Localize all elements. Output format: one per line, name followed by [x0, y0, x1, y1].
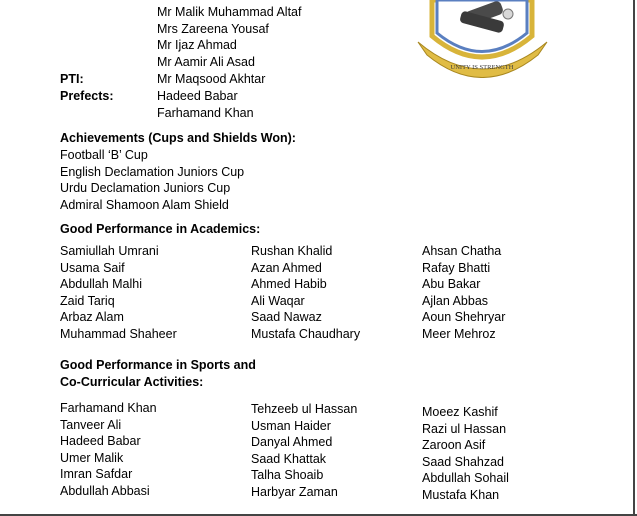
pti-label: PTI:: [60, 72, 84, 86]
student-name: Saad Khattak: [251, 451, 327, 466]
student-name: Abdullah Abbasi: [60, 483, 150, 498]
student-name: Rafay Bhatti: [422, 260, 491, 275]
student-name: Abdullah Malhi: [60, 277, 142, 291]
achievement-item: English Declamation Juniors Cup: [60, 164, 245, 179]
student-name: Razi ul Hassan: [422, 421, 507, 436]
academics-title: Good Performance in Academics:: [60, 222, 261, 236]
student-name: Imran Safdar: [60, 467, 133, 481]
student-name: Tanveer Ali: [60, 417, 122, 432]
student-name: Zaroon Asif: [422, 438, 486, 452]
sports-column-3: [422, 404, 509, 503]
academics-column-1: [60, 243, 177, 342]
student-name: Rushan Khalid: [251, 244, 333, 258]
student-name: Muhammad Shaheer: [60, 326, 177, 341]
student-name: Usama Saif: [60, 260, 125, 275]
achievements-list: [60, 147, 244, 213]
staff-name: Mr Malik Muhammad Altaf: [157, 5, 302, 19]
prefects-label: Prefects:: [60, 89, 114, 103]
student-name: Ajlan Abbas: [422, 293, 489, 308]
achievement-item: Admiral Shamoon Alam Shield: [60, 197, 229, 212]
student-name: Harbyar Zaman: [251, 484, 338, 499]
academics-column-2: [251, 243, 360, 342]
student-name: Umer Malik: [60, 450, 124, 465]
house-crest-emblem: [410, 0, 555, 78]
student-name: Saad Shahzad: [422, 454, 505, 469]
staff-name: Mr Aamir Ali Asad: [157, 54, 255, 69]
sports-column-1: [60, 400, 157, 499]
student-name: Arbaz Alam: [60, 310, 124, 324]
student-name: Ali Waqar: [251, 293, 305, 308]
page-frame-right: [633, 0, 635, 516]
student-name: Aoun Shehryar: [422, 310, 506, 324]
student-name: Saad Nawaz: [251, 310, 322, 324]
student-name: Samiullah Umrani: [60, 244, 159, 258]
achievements-title: Achievements (Cups and Shields Won):: [60, 131, 296, 145]
prefects-list: [157, 88, 254, 121]
student-name: Farhamand Khan: [60, 401, 157, 415]
crest-motto: UNITY IS STRENGTH: [450, 64, 514, 71]
pti-name: Mr Maqsood Akhtar: [157, 72, 266, 86]
student-name: Azan Ahmed: [251, 260, 322, 275]
sports-title-line-1: Good Performance in Sports and: [60, 358, 256, 372]
student-name: Danyal Ahmed: [251, 435, 333, 449]
staff-names-list: [157, 4, 301, 70]
student-name: Abu Bakar: [422, 277, 481, 291]
student-name: Usman Haider: [251, 418, 331, 433]
student-name: Ahsan Chatha: [422, 244, 502, 258]
prefect-name: Hadeed Babar: [157, 89, 238, 103]
student-name: Zaid Tariq: [60, 293, 115, 308]
achievement-item: Urdu Declamation Juniors Cup: [60, 181, 231, 195]
achievement-item: Football ‘B’ Cup: [60, 148, 148, 162]
student-name: Talha Shoaib: [251, 468, 324, 482]
student-name: Moeez Kashif: [422, 405, 498, 419]
student-name: Meer Mehroz: [422, 326, 496, 341]
prefect-name: Farhamand Khan: [157, 105, 254, 120]
student-name: Abdullah Sohail: [422, 471, 509, 485]
student-name: Mustafa Khan: [422, 487, 500, 502]
student-name: Hadeed Babar: [60, 434, 141, 448]
student-name: Mustafa Chaudhary: [251, 326, 361, 341]
student-name: Tehzeeb ul Hassan: [251, 402, 358, 416]
staff-name: Mrs Zareena Yousaf: [157, 21, 269, 36]
student-name: Ahmed Habib: [251, 277, 327, 291]
academics-column-3: [422, 243, 505, 342]
staff-name: Mr Ijaz Ahmad: [157, 38, 237, 52]
sports-title-line-2: Co-Curricular Activities:: [60, 375, 204, 389]
sports-column-2: [251, 401, 357, 500]
